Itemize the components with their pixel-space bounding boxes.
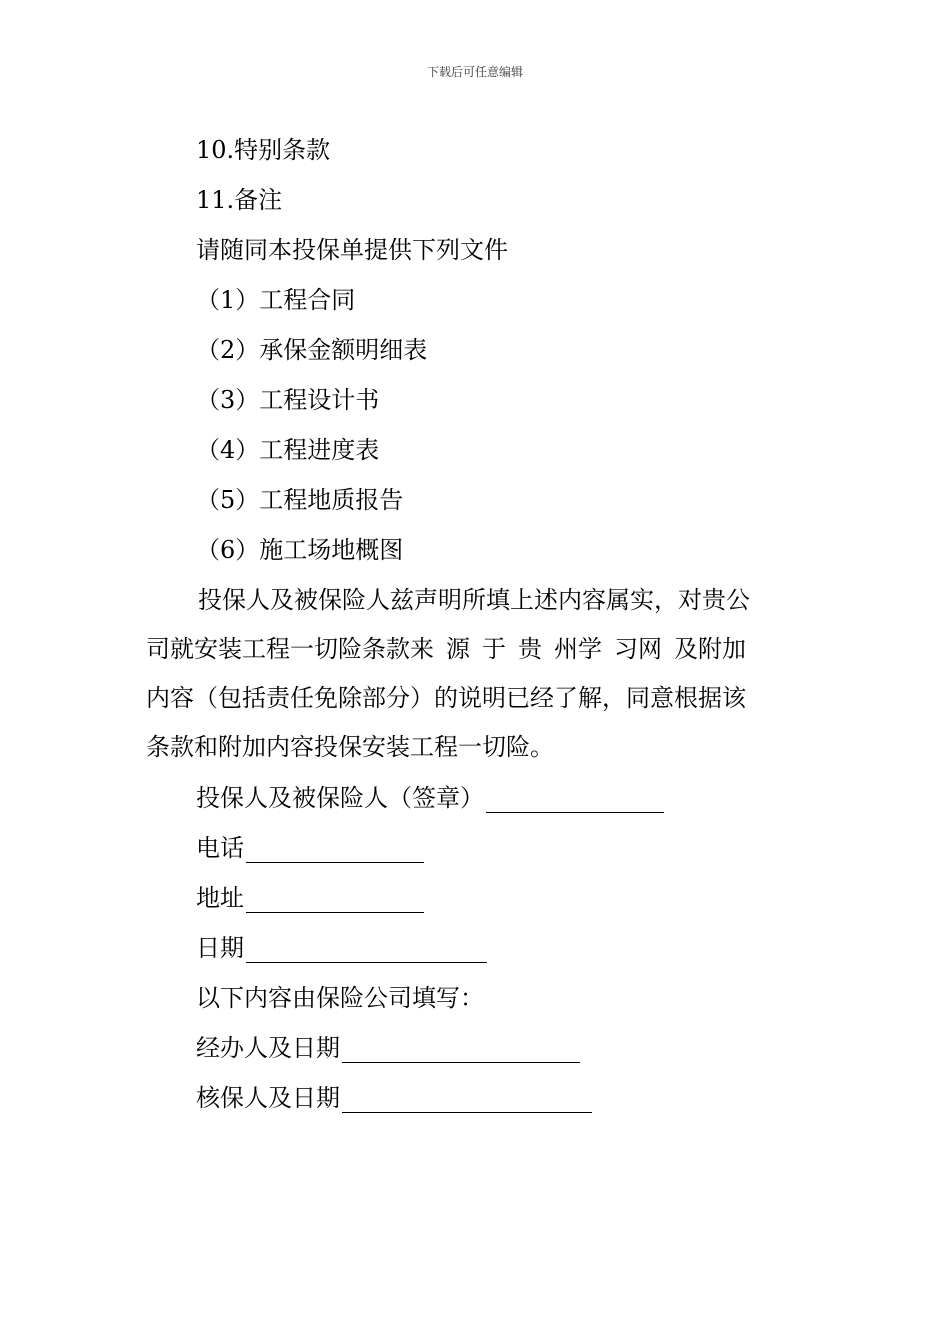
document-item-progress: （4）工程进度表 xyxy=(196,436,380,464)
date-row xyxy=(196,933,487,963)
document-item-contract: （1）工程合同 xyxy=(196,286,356,314)
address-label: 地址 xyxy=(196,884,244,912)
handler-label: 经办人及日期 xyxy=(196,1034,340,1062)
document-item-amount-schedule: （2）承保金额明细表 xyxy=(196,336,428,364)
clause-remarks: 11.备注 xyxy=(196,186,283,214)
declaration-line-2-e: 州学 xyxy=(554,635,602,663)
document-item-design: （3）工程设计书 xyxy=(196,386,380,414)
insurer-section-heading: 以下内容由保险公司填写： xyxy=(196,984,484,1012)
declaration-line-2-b: 源 xyxy=(446,635,470,663)
declaration-line-4: 条款和附加内容投保安装工程一切险。 xyxy=(146,733,554,761)
date-field[interactable] xyxy=(246,940,487,963)
address-field[interactable] xyxy=(246,890,424,913)
applicant-signature-row xyxy=(196,783,664,813)
documents-instruction: 请随同本投保单提供下列文件 xyxy=(196,236,508,264)
declaration-line-2-d: 贵 xyxy=(518,635,542,663)
underwriter-label: 核保人及日期 xyxy=(196,1084,340,1112)
declaration-line-3: 内容（包括责任免除部分）的说明已经了解，同意根据该 xyxy=(146,684,746,712)
clause-special-terms: 10.特别条款 xyxy=(196,136,331,164)
declaration-line-2-a: 司就安装工程一切险条款来 xyxy=(146,635,434,663)
declaration-line-2-c: 于 xyxy=(482,635,506,663)
document-item-geology: （5）工程地质报告 xyxy=(196,486,404,514)
declaration-line-1: 投保人及被保险人兹声明所填上述内容属实，对贵公 xyxy=(198,586,750,614)
date-label: 日期 xyxy=(196,934,244,962)
declaration-line-2-f: 习网 xyxy=(614,635,662,663)
phone-label: 电话 xyxy=(196,834,244,862)
handler-row xyxy=(196,1033,580,1063)
declaration-line-2 xyxy=(146,634,746,664)
handler-field[interactable] xyxy=(342,1040,580,1063)
document-item-site-plan: （6）施工场地概图 xyxy=(196,536,404,564)
phone-row xyxy=(196,833,424,863)
address-row xyxy=(196,883,424,913)
declaration-line-2-g: 及附加 xyxy=(674,635,746,663)
page-header: 下载后可任意编辑 xyxy=(426,65,523,79)
applicant-signature-field[interactable] xyxy=(486,790,664,813)
underwriter-field[interactable] xyxy=(342,1090,592,1113)
underwriter-row xyxy=(196,1083,592,1113)
applicant-signature-label: 投保人及被保险人（签章） xyxy=(196,784,484,812)
phone-field[interactable] xyxy=(246,840,424,863)
